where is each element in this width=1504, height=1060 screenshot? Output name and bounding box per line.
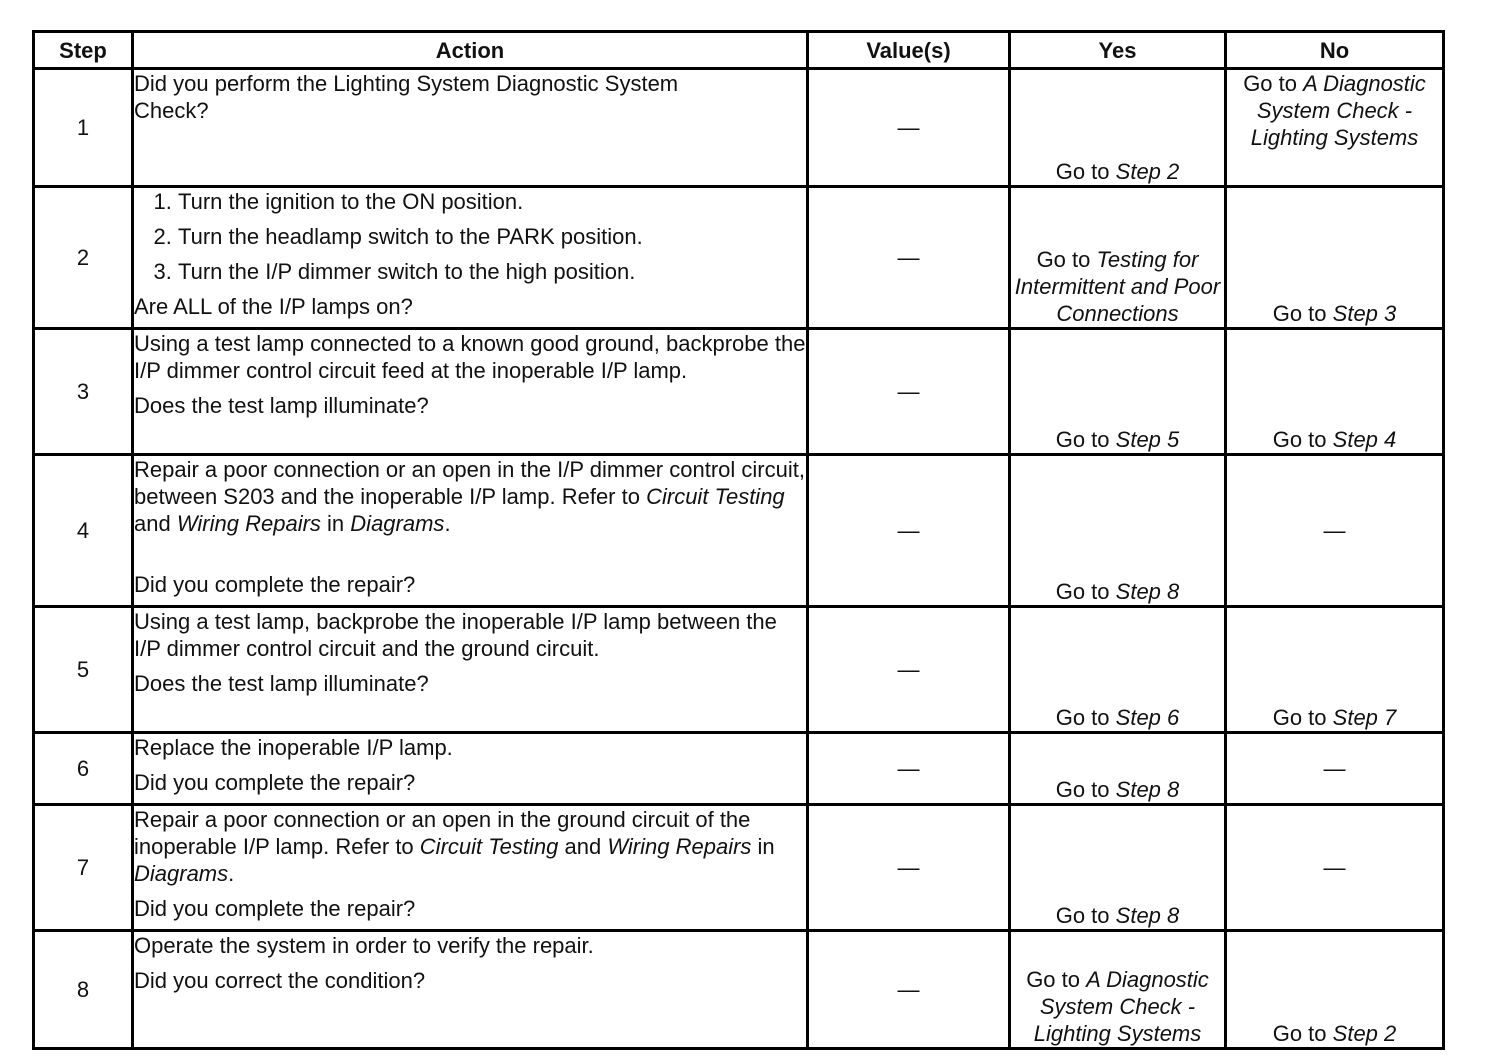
header-step: Step: [34, 32, 133, 69]
header-no: No: [1226, 32, 1444, 69]
go-to-label: Go to: [1243, 71, 1297, 96]
table-row: [34, 931, 1444, 1049]
go-to-label: Go to: [1055, 705, 1110, 730]
no-target-link: Step 7: [1332, 705, 1397, 730]
yes-target-link: Step 2: [1115, 159, 1180, 184]
action-step-item: 1. Turn the ignition to the ON position.: [178, 188, 806, 215]
no-target-link: A Diagnostic System Check - Lighting Systems: [1250, 71, 1426, 150]
refer-and: and: [134, 511, 171, 536]
reference-link: Diagrams: [134, 861, 229, 886]
yes-cell: [1010, 69, 1226, 187]
yes-target-link: Step 8: [1115, 777, 1180, 802]
action-steps-list: [134, 188, 806, 285]
action-question: Does the test lamp illuminate?: [134, 671, 429, 696]
table-row: [34, 607, 1444, 733]
action-step-item: 3. Turn the I/P dimmer switch to the high position.: [178, 258, 806, 285]
action-question: Did you correct the condition?: [134, 968, 426, 993]
yes-cell: [1010, 931, 1226, 1049]
refer-end: .: [444, 511, 451, 536]
action-step-item: 2. Turn the headlamp switch to the PARK position.: [178, 223, 806, 250]
table-row: [34, 805, 1444, 931]
go-to-label: Go to: [1055, 159, 1110, 184]
action-cell: [133, 931, 808, 1049]
yes-cell: [1010, 733, 1226, 805]
no-cell: —: [1226, 805, 1444, 931]
refer-in: in: [327, 511, 345, 536]
go-to-label: Go to: [1272, 301, 1327, 326]
reference-link: Circuit Testing: [646, 484, 785, 509]
step-number: 3: [34, 329, 133, 455]
step-number: 2: [34, 187, 133, 329]
header-values: Value(s): [808, 32, 1010, 69]
action-text: Using a test lamp, backprobe the inoperable I/P lamp between the I/P dimmer control circuit and the ground circuit.: [134, 609, 777, 661]
refer-and: and: [564, 834, 602, 859]
action-text: Using a test lamp connected to a known good ground, backprobe the I/P dimmer control circuit feed at the inoperable I/P lamp.: [134, 331, 806, 383]
action-question: Does the test lamp illuminate?: [134, 393, 429, 418]
action-text: Replace the inoperable I/P lamp.: [134, 735, 453, 760]
action-cell: [133, 329, 808, 455]
go-to-label: Go to: [1055, 579, 1110, 604]
table-row: [34, 733, 1444, 805]
no-cell: [1226, 607, 1444, 733]
reference-link: Diagrams: [350, 511, 445, 536]
action-cell: [133, 805, 808, 931]
go-to-label: Go to: [1036, 247, 1091, 272]
yes-target-link: Step 8: [1115, 579, 1180, 604]
action-text: Did you perform the Lighting System Diagnostic System Check?: [134, 71, 679, 123]
action-question: Did you complete the repair?: [134, 770, 416, 795]
step-number: 4: [34, 455, 133, 607]
value-cell: —: [808, 607, 1010, 733]
yes-cell: [1010, 187, 1226, 329]
yes-cell: [1010, 329, 1226, 455]
refer-prefix: Refer to: [561, 484, 640, 509]
go-to-label: Go to: [1055, 777, 1110, 802]
value-cell: —: [808, 187, 1010, 329]
go-to-label: Go to: [1272, 427, 1327, 452]
yes-target-link: Step 6: [1115, 705, 1180, 730]
step-number: 7: [34, 805, 133, 931]
no-target-link: Step 2: [1332, 1021, 1397, 1046]
no-cell: [1226, 329, 1444, 455]
table-row: [34, 455, 1444, 607]
no-cell: [1226, 69, 1444, 187]
table-row: [34, 69, 1444, 187]
value-cell: —: [808, 329, 1010, 455]
value-cell: —: [808, 69, 1010, 187]
yes-cell: [1010, 455, 1226, 607]
no-cell: —: [1226, 455, 1444, 607]
yes-cell: [1010, 805, 1226, 931]
action-question: Did you complete the repair?: [134, 896, 416, 921]
header-row: [34, 32, 1444, 69]
no-cell: [1226, 931, 1444, 1049]
table-row: [34, 187, 1444, 329]
no-target-link: Step 4: [1332, 427, 1397, 452]
reference-link: Circuit Testing: [419, 834, 559, 859]
action-text: [134, 456, 806, 537]
yes-target-link: Step 8: [1115, 903, 1180, 928]
reference-link: Wiring Repairs: [176, 511, 321, 536]
refer-in: in: [757, 834, 775, 859]
go-to-label: Go to: [1055, 903, 1110, 928]
no-cell: [1226, 187, 1444, 329]
yes-target-link: Step 5: [1115, 427, 1180, 452]
value-cell: —: [808, 931, 1010, 1049]
value-cell: —: [808, 805, 1010, 931]
refer-prefix: Refer to: [335, 834, 414, 859]
go-to-label: Go to: [1026, 967, 1080, 992]
action-question: Did you complete the repair?: [134, 572, 416, 597]
action-cell: [133, 69, 808, 187]
yes-cell: [1010, 607, 1226, 733]
action-text-body: Repair a poor connection or an open in the I/P dimmer control circuit, between S203 and the inoperable I/P lamp.: [134, 457, 805, 509]
diagnostic-table: [32, 30, 1445, 1050]
go-to-label: Go to: [1272, 705, 1327, 730]
yes-target-link: A Diagnostic System Check - Lighting Systems: [1033, 967, 1209, 1046]
reference-link: Wiring Repairs: [607, 834, 752, 859]
step-number: 1: [34, 69, 133, 187]
value-cell: —: [808, 733, 1010, 805]
action-text: Operate the system in order to verify the repair.: [134, 933, 594, 958]
go-to-label: Go to: [1055, 427, 1110, 452]
step-number: 8: [34, 931, 133, 1049]
step-number: 5: [34, 607, 133, 733]
header-yes: Yes: [1010, 32, 1226, 69]
yes-target-link: Testing for Intermittent and Poor Connections: [1014, 247, 1221, 326]
table-row: [34, 329, 1444, 455]
refer-end: .: [228, 861, 235, 886]
no-target-link: Step 3: [1332, 301, 1397, 326]
header-action: Action: [133, 32, 808, 69]
action-cell: [133, 733, 808, 805]
value-cell: —: [808, 455, 1010, 607]
go-to-label: Go to: [1272, 1021, 1327, 1046]
action-cell: [133, 607, 808, 733]
action-cell: [133, 455, 808, 607]
action-cell: [133, 187, 808, 329]
no-cell: —: [1226, 733, 1444, 805]
action-text: [134, 806, 806, 887]
step-number: 6: [34, 733, 133, 805]
action-question: Are ALL of the I/P lamps on?: [134, 294, 413, 319]
action-text-body: Repair a poor connection or an open in the ground circuit of the inoperable I/P lamp.: [134, 807, 751, 859]
